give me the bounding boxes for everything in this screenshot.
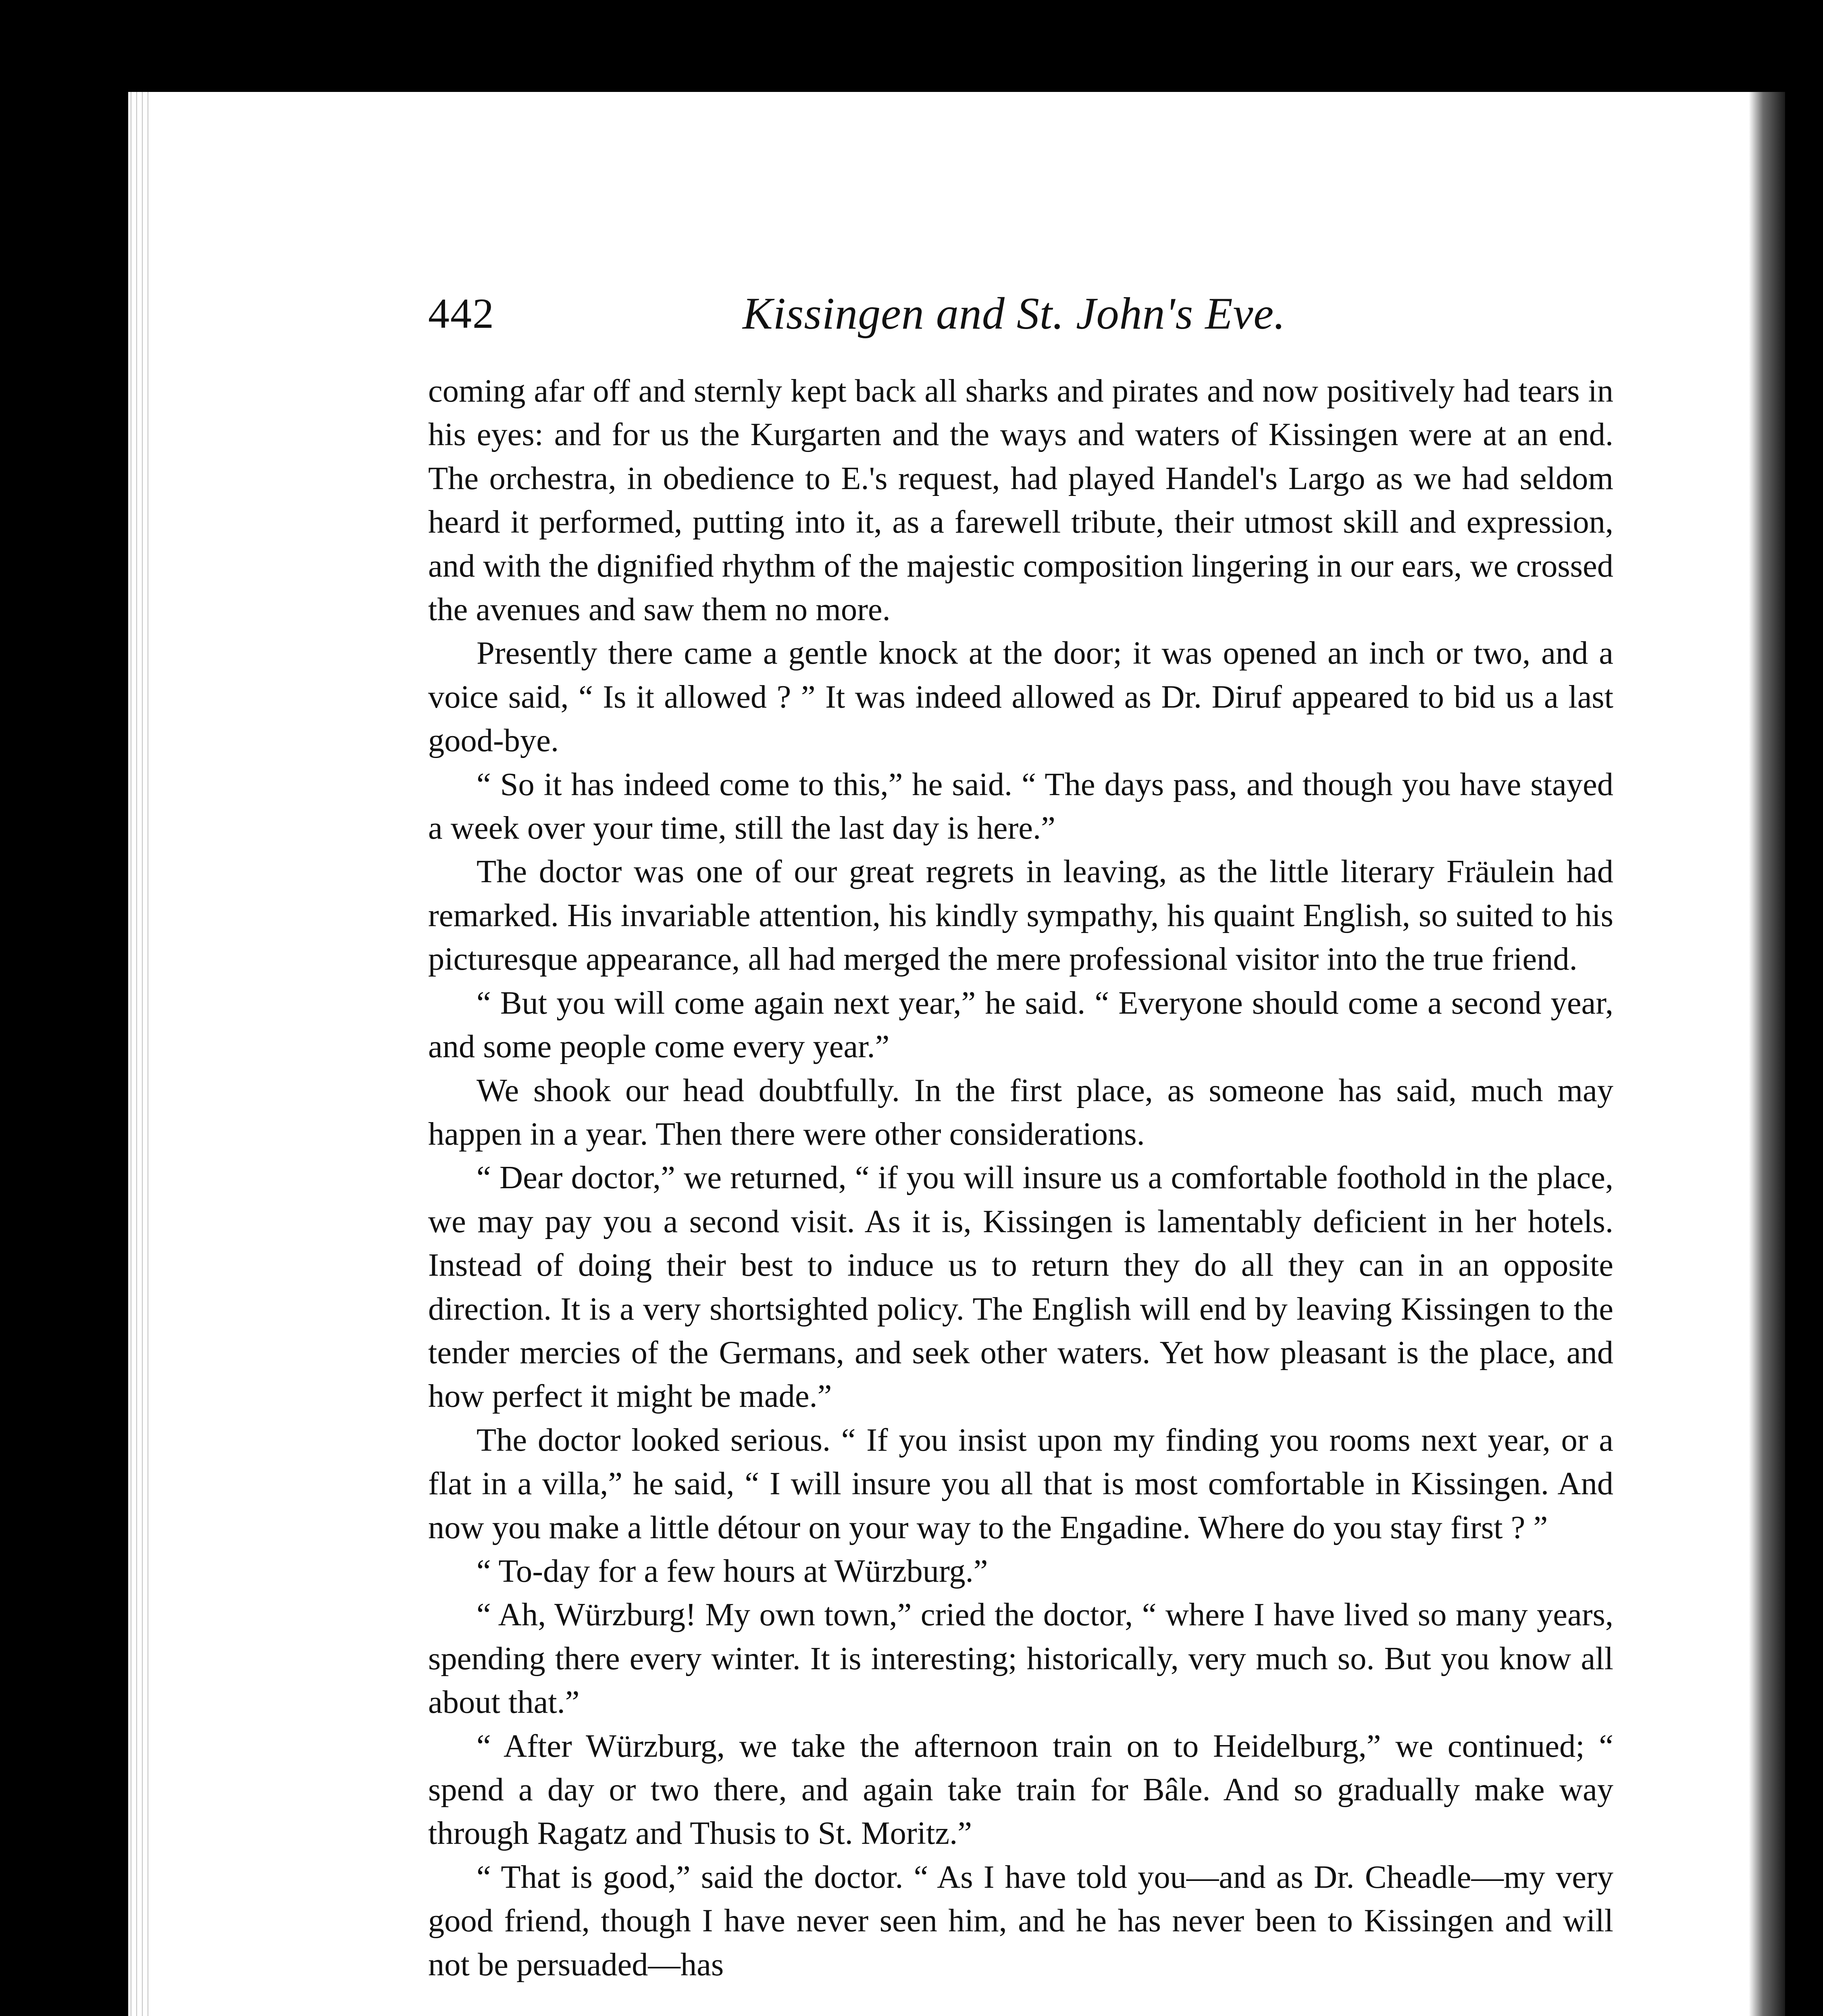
page-edge-shadow bbox=[1749, 92, 1785, 2016]
paragraph: coming afar off and sternly kept back all sharks and pirates and now positively had tears in his eyes: and for us the Kurgarten and the ways and waters of Kissingen were at an end. The orchestra, in obedience to E.'s request, had played Handel's Largo as we had seldom heard it performed, putting into it, as a farewell tribute, their utmost skill and expression, and with the dignified rhythm of the majestic composition lingering in our ears, we crossed the avenues and saw them no more. bbox=[428, 373, 1613, 628]
paragraph: “ Dear doctor,” we returned, “ if you will insure us a comfortable foothold in the place, we may pay you a second visit. As it is, Kissingen is lamentably deficient in her hotels. Instead of doing their best to induce us to return they do all they can in an opposite direction. It is a very shortsighted policy. The English will end by leaving Kissingen to the tender mercies of the Germans, and seek other waters. Yet how pleasant is the place, and how perfect it might be made.” bbox=[428, 1160, 1613, 1414]
running-head bbox=[428, 285, 1484, 342]
page-gutter bbox=[128, 92, 152, 2016]
paragraph: Presently there came a gentle knock at the door; it was opened an inch or two, and a voice said, “ Is it allowed ? ” It was indeed allowed as Dr. Diruf appeared to bid us a last good-bye. bbox=[428, 635, 1613, 759]
body-text bbox=[428, 369, 1613, 1987]
paragraph: “ But you will come again next year,” he said. “ Everyone should come a second year, and some people come every year.” bbox=[428, 985, 1613, 1065]
paragraph: The doctor was one of our great regrets in leaving, as the little literary Fräulein had remarked. His invariable attention, his kindly sympathy, his quaint English, so suited to his picturesque appearance, all had merged the mere professional visitor into the true friend. bbox=[428, 854, 1613, 977]
paragraph: “ So it has indeed come to this,” he said. “ The days pass, and though you have stayed a week over your time, still the last day is here.” bbox=[428, 766, 1613, 846]
page-number: 442 bbox=[428, 290, 495, 337]
running-title: Kissingen and St. John's Eve. bbox=[743, 289, 1286, 339]
paragraph: The doctor looked serious. “ If you insist upon my finding you rooms next year, or a flat in a villa,” he said, “ I will insure you all that is most comfortable in Kissingen. And now you make a little détour on your way to the Engadine. Where do you stay first ? ” bbox=[428, 1422, 1613, 1545]
paragraph: “ Ah, Würzburg! My own town,” cried the doctor, “ where I have lived so many years, spending there every winter. It is interesting; historically, very much so. But you know all about that.” bbox=[428, 1597, 1613, 1720]
paragraph: We shook our head doubtfully. In the first place, as someone has said, much may happen in a year. Then there were other considerations. bbox=[428, 1072, 1613, 1152]
book-page bbox=[128, 92, 1785, 2016]
paragraph: “ To-day for a few hours at Würzburg.” bbox=[477, 1553, 988, 1589]
paragraph: “ That is good,” said the doctor. “ As I have told you—and as Dr. Cheadle—my very good friend, though I have never seen him, and he has never been to Kissingen and will not be persuaded—has bbox=[428, 1859, 1613, 1983]
paragraph: “ After Würzburg, we take the afternoon train on to Heidelburg,” we continued; “ spend a day or two there, and again take train for Bâle. And so gradually make way through Ragatz and Thusis to St. Moritz.” bbox=[428, 1728, 1613, 1851]
